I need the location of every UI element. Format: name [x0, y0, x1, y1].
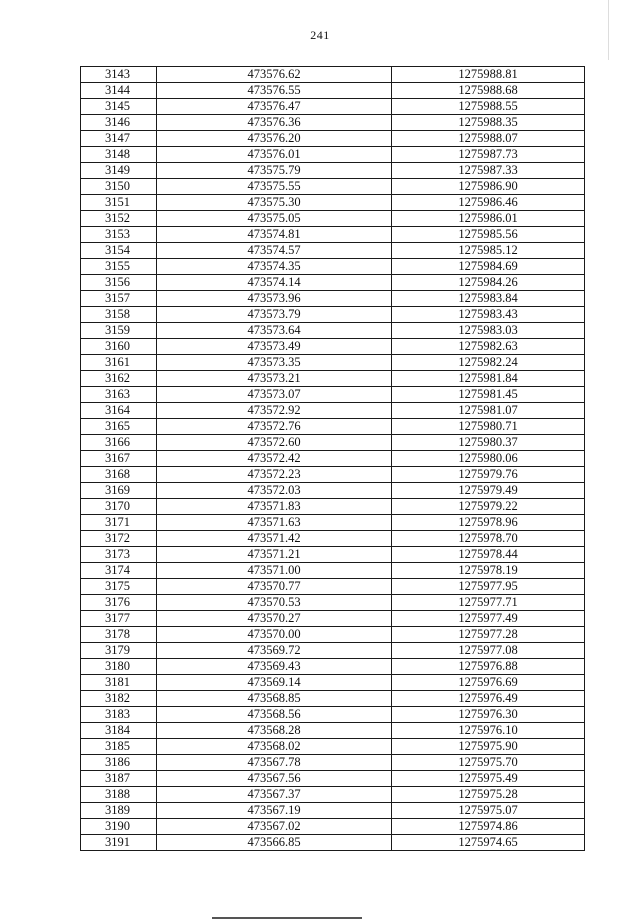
point-number-cell: 3168 [81, 467, 157, 483]
x-coordinate-cell: 473568.02 [157, 739, 392, 755]
y-coordinate-cell: 1275975.07 [392, 803, 585, 819]
table-row [81, 291, 585, 307]
table-row [81, 403, 585, 419]
point-number-cell: 3184 [81, 723, 157, 739]
x-coordinate-cell: 473573.21 [157, 371, 392, 387]
point-number-cell: 3150 [81, 179, 157, 195]
point-number-cell: 3187 [81, 771, 157, 787]
table-row [81, 659, 585, 675]
table-row [81, 451, 585, 467]
y-coordinate-cell: 1275983.43 [392, 307, 585, 323]
x-coordinate-cell: 473575.05 [157, 211, 392, 227]
table-row [81, 275, 585, 291]
point-number-cell: 3190 [81, 819, 157, 835]
x-coordinate-cell: 473573.07 [157, 387, 392, 403]
x-coordinate-cell: 473571.21 [157, 547, 392, 563]
x-coordinate-cell: 473573.96 [157, 291, 392, 307]
y-coordinate-cell: 1275982.63 [392, 339, 585, 355]
x-coordinate-cell: 473571.00 [157, 563, 392, 579]
table-row [81, 531, 585, 547]
x-coordinate-cell: 473576.36 [157, 115, 392, 131]
table-row [81, 227, 585, 243]
point-number-cell: 3154 [81, 243, 157, 259]
table-row [81, 819, 585, 835]
x-coordinate-cell: 473570.77 [157, 579, 392, 595]
y-coordinate-cell: 1275974.65 [392, 835, 585, 851]
y-coordinate-cell: 1275988.35 [392, 115, 585, 131]
y-coordinate-cell: 1275984.69 [392, 259, 585, 275]
y-coordinate-cell: 1275978.44 [392, 547, 585, 563]
x-coordinate-cell: 473571.83 [157, 499, 392, 515]
table-row [81, 83, 585, 99]
table-row [81, 387, 585, 403]
y-coordinate-cell: 1275982.24 [392, 355, 585, 371]
table-row [81, 675, 585, 691]
y-coordinate-cell: 1275977.08 [392, 643, 585, 659]
x-coordinate-cell: 473570.53 [157, 595, 392, 611]
x-coordinate-cell: 473568.28 [157, 723, 392, 739]
table-row [81, 627, 585, 643]
point-number-cell: 3171 [81, 515, 157, 531]
x-coordinate-cell: 473575.55 [157, 179, 392, 195]
point-number-cell: 3172 [81, 531, 157, 547]
point-number-cell: 3170 [81, 499, 157, 515]
point-number-cell: 3156 [81, 275, 157, 291]
table-row [81, 339, 585, 355]
y-coordinate-cell: 1275979.22 [392, 499, 585, 515]
table-row [81, 835, 585, 851]
point-number-cell: 3167 [81, 451, 157, 467]
point-number-cell: 3173 [81, 547, 157, 563]
table-row [81, 435, 585, 451]
table-row [81, 211, 585, 227]
point-number-cell: 3182 [81, 691, 157, 707]
x-coordinate-cell: 473567.19 [157, 803, 392, 819]
point-number-cell: 3145 [81, 99, 157, 115]
x-coordinate-cell: 473569.43 [157, 659, 392, 675]
point-number-cell: 3189 [81, 803, 157, 819]
x-coordinate-cell: 473574.81 [157, 227, 392, 243]
table-row [81, 755, 585, 771]
table-row [81, 771, 585, 787]
point-number-cell: 3183 [81, 707, 157, 723]
x-coordinate-cell: 473575.79 [157, 163, 392, 179]
point-number-cell: 3178 [81, 627, 157, 643]
point-number-cell: 3175 [81, 579, 157, 595]
x-coordinate-cell: 473574.14 [157, 275, 392, 291]
y-coordinate-cell: 1275981.84 [392, 371, 585, 387]
y-coordinate-cell: 1275986.01 [392, 211, 585, 227]
x-coordinate-cell: 473575.30 [157, 195, 392, 211]
table-row [81, 595, 585, 611]
coordinate-table [80, 66, 585, 851]
point-number-cell: 3177 [81, 611, 157, 627]
y-coordinate-cell: 1275976.49 [392, 691, 585, 707]
y-coordinate-cell: 1275985.56 [392, 227, 585, 243]
x-coordinate-cell: 473576.01 [157, 147, 392, 163]
y-coordinate-cell: 1275977.71 [392, 595, 585, 611]
y-coordinate-cell: 1275978.70 [392, 531, 585, 547]
point-number-cell: 3160 [81, 339, 157, 355]
point-number-cell: 3146 [81, 115, 157, 131]
page-number: 241 [310, 28, 330, 42]
point-number-cell: 3164 [81, 403, 157, 419]
x-coordinate-cell: 473570.00 [157, 627, 392, 643]
x-coordinate-cell: 473568.85 [157, 691, 392, 707]
point-number-cell: 3162 [81, 371, 157, 387]
table-row [81, 67, 585, 83]
point-number-cell: 3180 [81, 659, 157, 675]
x-coordinate-cell: 473576.20 [157, 131, 392, 147]
x-coordinate-cell: 473570.27 [157, 611, 392, 627]
point-number-cell: 3152 [81, 211, 157, 227]
y-coordinate-cell: 1275981.07 [392, 403, 585, 419]
x-coordinate-cell: 473569.72 [157, 643, 392, 659]
table-row [81, 307, 585, 323]
x-coordinate-cell: 473576.47 [157, 99, 392, 115]
table-row [81, 547, 585, 563]
x-coordinate-cell: 473567.78 [157, 755, 392, 771]
scan-edge-line [608, 0, 609, 60]
point-number-cell: 3174 [81, 563, 157, 579]
table-row [81, 179, 585, 195]
x-coordinate-cell: 473568.56 [157, 707, 392, 723]
y-coordinate-cell: 1275980.06 [392, 451, 585, 467]
x-coordinate-cell: 473566.85 [157, 835, 392, 851]
point-number-cell: 3153 [81, 227, 157, 243]
x-coordinate-cell: 473574.57 [157, 243, 392, 259]
point-number-cell: 3158 [81, 307, 157, 323]
table-row [81, 419, 585, 435]
y-coordinate-cell: 1275975.28 [392, 787, 585, 803]
point-number-cell: 3159 [81, 323, 157, 339]
y-coordinate-cell: 1275983.84 [392, 291, 585, 307]
table-row [81, 99, 585, 115]
table-row [81, 195, 585, 211]
y-coordinate-cell: 1275988.68 [392, 83, 585, 99]
table-row [81, 147, 585, 163]
table-row [81, 611, 585, 627]
point-number-cell: 3149 [81, 163, 157, 179]
x-coordinate-cell: 473571.63 [157, 515, 392, 531]
y-coordinate-cell: 1275979.49 [392, 483, 585, 499]
y-coordinate-cell: 1275975.70 [392, 755, 585, 771]
x-coordinate-cell: 473572.23 [157, 467, 392, 483]
x-coordinate-cell: 473567.56 [157, 771, 392, 787]
point-number-cell: 3188 [81, 787, 157, 803]
point-number-cell: 3186 [81, 755, 157, 771]
point-number-cell: 3185 [81, 739, 157, 755]
table-row [81, 707, 585, 723]
y-coordinate-cell: 1275986.90 [392, 179, 585, 195]
table-row [81, 131, 585, 147]
y-coordinate-cell: 1275980.71 [392, 419, 585, 435]
coordinate-table-body [81, 67, 585, 851]
x-coordinate-cell: 473576.55 [157, 83, 392, 99]
x-coordinate-cell: 473574.35 [157, 259, 392, 275]
x-coordinate-cell: 473567.37 [157, 787, 392, 803]
y-coordinate-cell: 1275976.88 [392, 659, 585, 675]
x-coordinate-cell: 473573.79 [157, 307, 392, 323]
x-coordinate-cell: 473567.02 [157, 819, 392, 835]
table-row [81, 163, 585, 179]
y-coordinate-cell: 1275975.49 [392, 771, 585, 787]
point-number-cell: 3143 [81, 67, 157, 83]
point-number-cell: 3165 [81, 419, 157, 435]
point-number-cell: 3181 [81, 675, 157, 691]
x-coordinate-cell: 473572.76 [157, 419, 392, 435]
table-row [81, 803, 585, 819]
point-number-cell: 3161 [81, 355, 157, 371]
y-coordinate-cell: 1275978.19 [392, 563, 585, 579]
y-coordinate-cell: 1275985.12 [392, 243, 585, 259]
x-coordinate-cell: 473571.42 [157, 531, 392, 547]
table-row [81, 739, 585, 755]
y-coordinate-cell: 1275977.49 [392, 611, 585, 627]
y-coordinate-cell: 1275976.30 [392, 707, 585, 723]
y-coordinate-cell: 1275974.86 [392, 819, 585, 835]
x-coordinate-cell: 473572.42 [157, 451, 392, 467]
y-coordinate-cell: 1275975.90 [392, 739, 585, 755]
table-row [81, 115, 585, 131]
x-coordinate-cell: 473572.92 [157, 403, 392, 419]
table-row [81, 563, 585, 579]
table-row [81, 243, 585, 259]
y-coordinate-cell: 1275987.73 [392, 147, 585, 163]
table-row [81, 691, 585, 707]
y-coordinate-cell: 1275983.03 [392, 323, 585, 339]
table-row [81, 371, 585, 387]
table-row [81, 515, 585, 531]
point-number-cell: 3155 [81, 259, 157, 275]
point-number-cell: 3169 [81, 483, 157, 499]
point-number-cell: 3176 [81, 595, 157, 611]
x-coordinate-cell: 473572.60 [157, 435, 392, 451]
table-row [81, 323, 585, 339]
point-number-cell: 3163 [81, 387, 157, 403]
table-row [81, 483, 585, 499]
y-coordinate-cell: 1275984.26 [392, 275, 585, 291]
x-coordinate-cell: 473572.03 [157, 483, 392, 499]
y-coordinate-cell: 1275988.55 [392, 99, 585, 115]
y-coordinate-cell: 1275988.07 [392, 131, 585, 147]
point-number-cell: 3166 [81, 435, 157, 451]
point-number-cell: 3157 [81, 291, 157, 307]
x-coordinate-cell: 473573.49 [157, 339, 392, 355]
point-number-cell: 3179 [81, 643, 157, 659]
table-row [81, 259, 585, 275]
bottom-scan-rule [212, 917, 362, 919]
table-row [81, 355, 585, 371]
y-coordinate-cell: 1275977.95 [392, 579, 585, 595]
table-row [81, 643, 585, 659]
y-coordinate-cell: 1275976.10 [392, 723, 585, 739]
y-coordinate-cell: 1275978.96 [392, 515, 585, 531]
y-coordinate-cell: 1275986.46 [392, 195, 585, 211]
x-coordinate-cell: 473573.35 [157, 355, 392, 371]
x-coordinate-cell: 473573.64 [157, 323, 392, 339]
table-row [81, 467, 585, 483]
table-row [81, 723, 585, 739]
point-number-cell: 3144 [81, 83, 157, 99]
y-coordinate-cell: 1275981.45 [392, 387, 585, 403]
y-coordinate-cell: 1275988.81 [392, 67, 585, 83]
y-coordinate-cell: 1275977.28 [392, 627, 585, 643]
x-coordinate-cell: 473569.14 [157, 675, 392, 691]
point-number-cell: 3147 [81, 131, 157, 147]
table-row [81, 499, 585, 515]
point-number-cell: 3191 [81, 835, 157, 851]
y-coordinate-cell: 1275987.33 [392, 163, 585, 179]
y-coordinate-cell: 1275979.76 [392, 467, 585, 483]
table-row [81, 787, 585, 803]
y-coordinate-cell: 1275976.69 [392, 675, 585, 691]
y-coordinate-cell: 1275980.37 [392, 435, 585, 451]
table-row [81, 579, 585, 595]
point-number-cell: 3151 [81, 195, 157, 211]
x-coordinate-cell: 473576.62 [157, 67, 392, 83]
point-number-cell: 3148 [81, 147, 157, 163]
